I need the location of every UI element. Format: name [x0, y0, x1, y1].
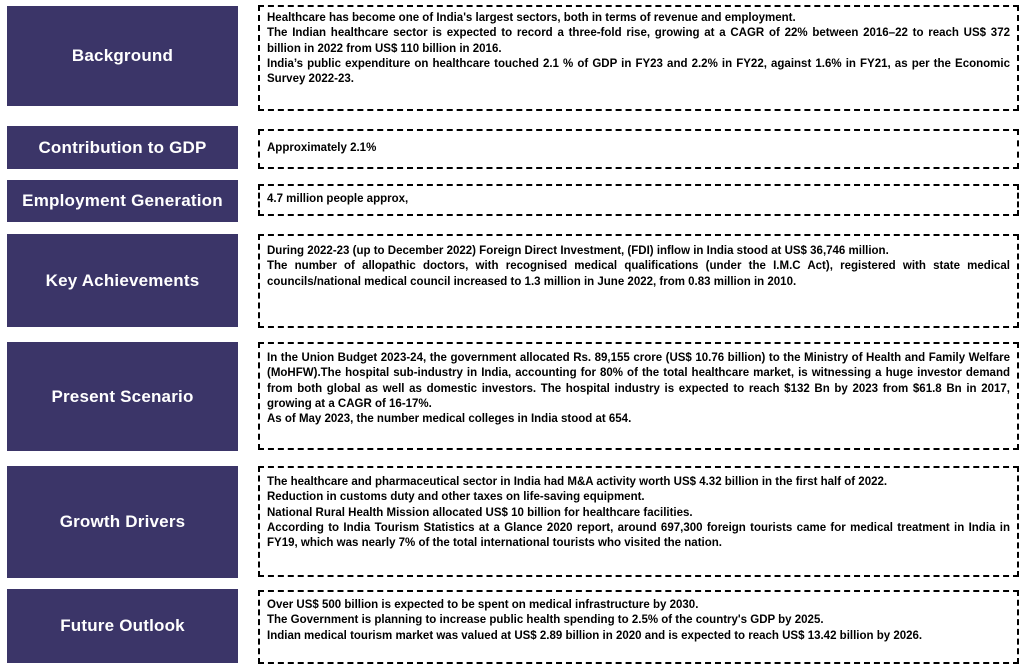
section-content-key-achievements — [258, 234, 1019, 328]
content-line: The healthcare and pharmaceutical sector in India had M&A activity worth US$ 4.32 billion in the first half of 2022. — [267, 476, 888, 488]
content-line: The Government is planning to increase public health spending to 2.5% of the country's GDP by 2025. — [267, 614, 824, 627]
section-row-employment-generation — [7, 180, 1019, 222]
content-line: 4.7 million people approx, — [267, 193, 409, 206]
content-line: The Indian healthcare sector is expected to record a three-fold rise, growing at a CAGR of 22% between 2016–22 to reach US$ 372 billion in 2022 from US$ 110 billion in 2016. — [267, 27, 1010, 55]
section-content-background — [258, 5, 1019, 111]
section-row-growth-drivers — [7, 466, 1019, 578]
content-line: Indian medical tourism market was valued at US$ 2.89 billion in 2020 and is expected to reach US$ 13.42 billion by 2026. — [267, 629, 923, 642]
section-row-contribution-to-gdp — [7, 126, 1019, 169]
content-line: During 2022-23 (up to December 2022) Foreign Direct Investment, (FDI) inflow in India stood at US$ 36,746 million. — [267, 245, 889, 257]
content-line: India’s public expenditure on healthcare touched 2.1 % of GDP in FY23 and 2.2% in FY22, against 1.6% in FY21, as per the Economic Survey 2022-23. — [267, 57, 1010, 86]
content-line: Reduction in customs duty and other taxes on life-saving equipment. — [267, 491, 645, 504]
content-line: Over US$ 500 billion is expected to be spent on medical infrastructure by 2030. — [267, 599, 699, 611]
content-line: In the Union Budget 2023-24, the government allocated Rs. 89,155 crore (US$ 10.76 billion) to the Ministry of Health and Family Welfare (MoHFW).The hospital sub-industry in India, accounting for 80% of the total healthcare market, is witnessing a huge investor demand from both global as well as domestic investors. The hospital industry is expected to reach $132 Bn by 2023 from $61.8 Bn in 2017, growing at a CAGR of 16-17%. — [267, 352, 1010, 410]
section-label-present-scenario: Present Scenario — [7, 342, 238, 451]
section-content-growth-drivers — [258, 466, 1019, 577]
content-line: Healthcare has become one of India's largest sectors, both in terms of revenue and employment. — [267, 12, 796, 24]
section-label-future-outlook: Future Outlook — [7, 589, 238, 663]
content-line: Approximately 2.1% — [267, 142, 377, 155]
section-row-key-achievements — [7, 234, 1019, 328]
content-line: The number of allopathic doctors, with recognised medical qualifications (under the I.M.C Act), registered with state medical councils/national medical council increased to 1.3 million in June 2022, from 0.83 million in 2010. — [267, 260, 1010, 288]
section-label-background: Background — [7, 6, 238, 106]
section-row-future-outlook — [7, 589, 1019, 664]
section-label-employment-generation: Employment Generation — [7, 180, 238, 222]
section-content-present-scenario — [258, 342, 1019, 450]
section-content-contribution-to-gdp — [258, 129, 1019, 169]
content-line: As of May 2023, the number medical colleges in India stood at 654. — [267, 413, 632, 426]
section-row-background — [7, 6, 1019, 111]
section-label-growth-drivers: Growth Drivers — [7, 466, 238, 578]
content-line: National Rural Health Mission allocated US$ 10 billion for healthcare facilities. — [267, 506, 693, 519]
section-row-present-scenario — [7, 342, 1019, 451]
section-label-key-achievements: Key Achievements — [7, 234, 238, 327]
section-label-contribution-to-gdp: Contribution to GDP — [7, 126, 238, 169]
section-content-employment-generation — [258, 184, 1019, 216]
section-content-future-outlook — [258, 590, 1019, 664]
content-line: According to India Tourism Statistics at a Glance 2020 report, around 697,300 foreign tourists came for medical treatment in India in FY19, which was nearly 7% of the total international tourists who visited the nation. — [267, 521, 1010, 550]
